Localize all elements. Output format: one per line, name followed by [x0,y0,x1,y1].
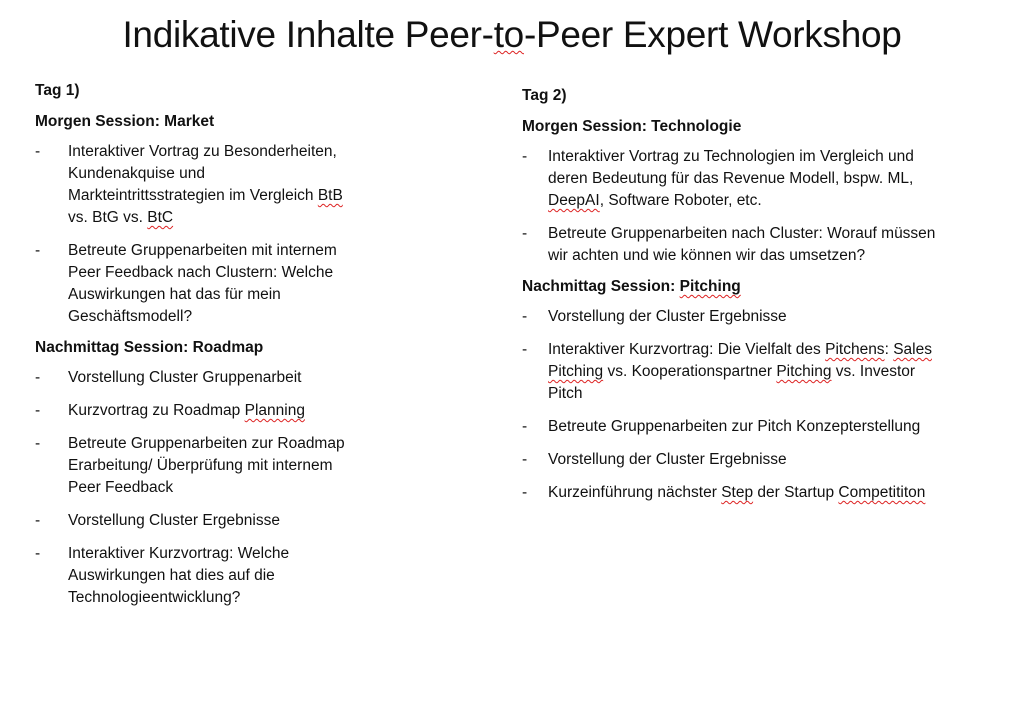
list-item: - Betreute Gruppenarbeiten mit internem Peer Feedback nach Clustern: Welche Auswirkungen hat das für mein Geschäftsmodell? [35,242,337,325]
list-item: - Interaktiver Vortrag zu Technologien im Vergleich und deren Bedeutung für das Revenue Modell, bspw. ML, DeepAI, Software Roboter, etc. [522,148,914,209]
list-item: - Betreute Gruppenarbeiten nach Cluster: Worauf müssen wir achten und wie können wir das umsetzen? [522,225,936,264]
list-item: - Kurzeinführung nächster Step der Startup Competititon [522,484,926,501]
list-item: - Interaktiver Vortrag zu Besonderheiten, Kundenakquise und Markteintrittsstrategien im Vergleich BtB vs. BtG vs. BtC [35,143,343,226]
day2-morning-heading: Morgen Session: Technologie [522,118,742,135]
day2-label: Tag 2) [522,87,567,104]
list-item: - Betreute Gruppenarbeiten zur Pitch Konzepterstellung [522,418,921,435]
list-item: - Kurzvortrag zu Roadmap Planning [35,402,305,419]
list-item: - Vorstellung Cluster Ergebnisse [35,512,280,529]
day1-afternoon-heading: Nachmittag Session: Roadmap [35,339,264,356]
list-item: - Vorstellung der Cluster Ergebnisse [522,451,787,468]
list-item: - Interaktiver Kurzvortrag: Welche Auswirkungen hat dies auf die Technologieentwicklung? [35,545,290,606]
list-item: - Vorstellung der Cluster Ergebnisse [522,308,787,325]
day2-afternoon-heading: Nachmittag Session: Pitching [522,278,741,295]
day2-column [522,87,952,515]
list-item: - Betreute Gruppenarbeiten zur Roadmap Erarbeitung/ Überprüfung mit internem Peer Feedback [35,435,345,496]
list-item: - Interaktiver Kurzvortrag: Die Vielfalt des Pitchens: Sales Pitching vs. Kooperationspartner Pitching vs. Investor Pitch [522,341,932,402]
list-item: - Vorstellung Cluster Gruppenarbeit [35,369,302,386]
page-title: Indikative Inhalte Peer-to-Peer Expert Workshop [122,14,902,55]
day1-morning-heading: Morgen Session: Market [35,113,215,130]
day1-column [35,82,365,620]
day1-label: Tag 1) [35,82,80,99]
